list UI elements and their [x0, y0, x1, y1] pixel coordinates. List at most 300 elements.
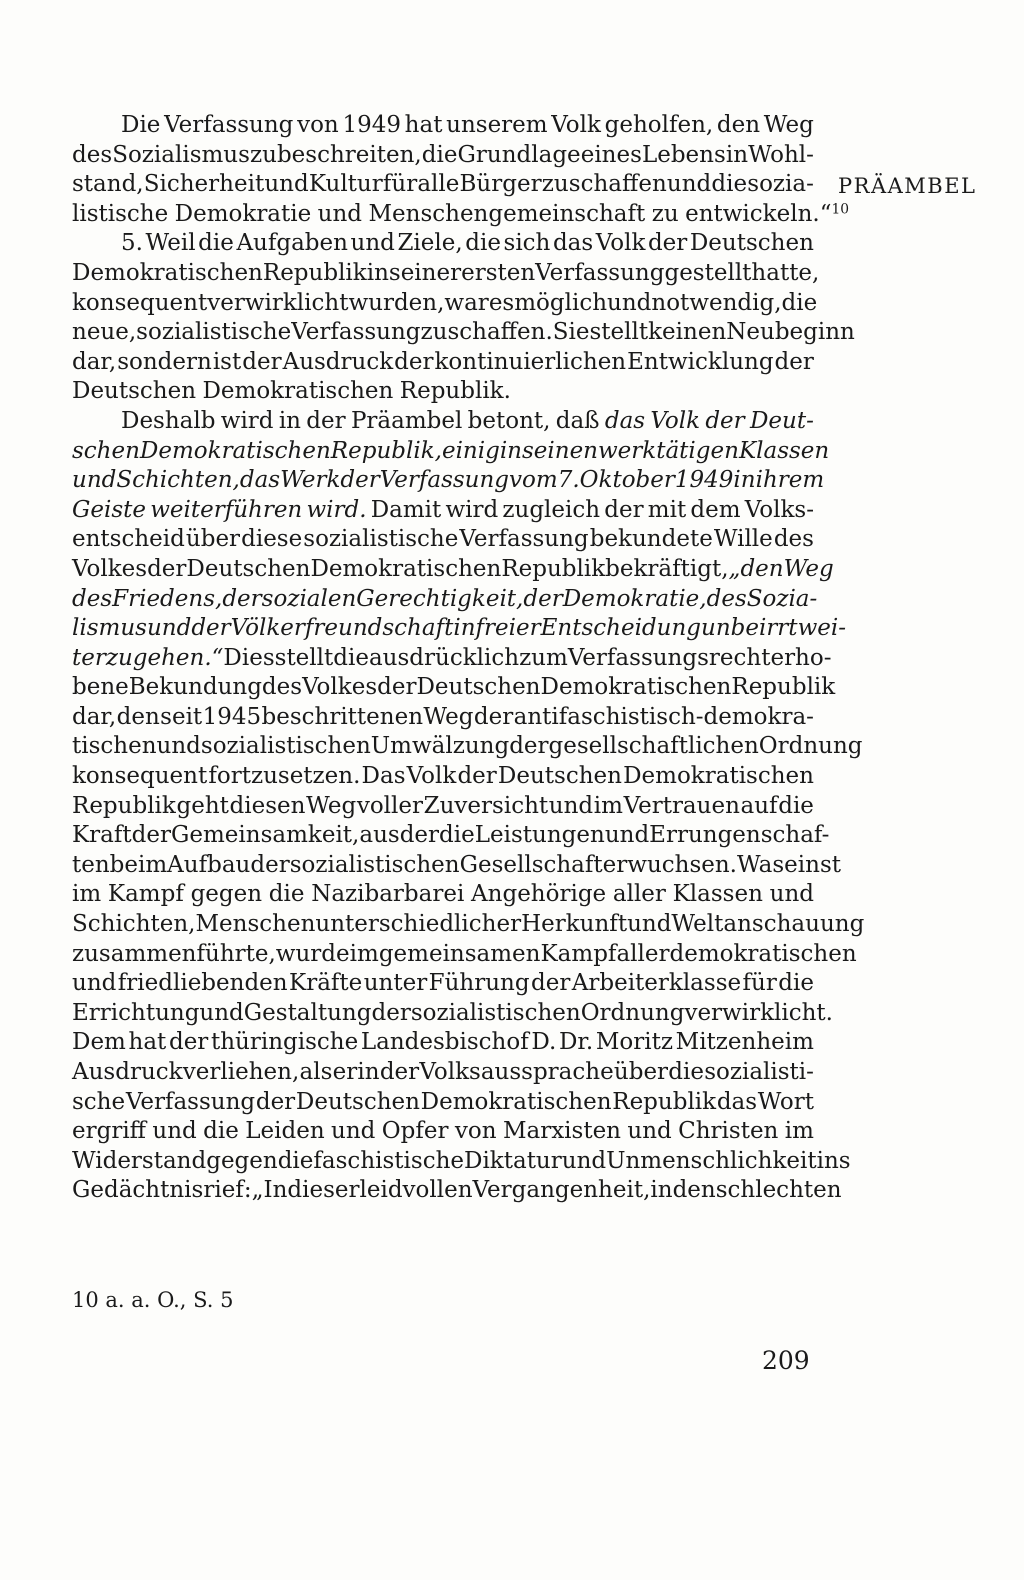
word: schen	[72, 437, 140, 464]
word: und	[769, 881, 814, 908]
word: Damit	[370, 496, 442, 523]
word: im	[72, 881, 102, 908]
word: Widerstand	[72, 1147, 207, 1174]
word: Völkerfreundschaft	[230, 615, 454, 642]
word: hat	[128, 1029, 167, 1056]
word: werktätigen	[598, 437, 739, 464]
word: über	[613, 1059, 669, 1085]
text-line	[72, 614, 846, 644]
word: Deutschen	[186, 555, 311, 582]
word: sozialistischen	[289, 851, 460, 878]
word: sche	[72, 1088, 126, 1115]
text-line	[72, 111, 814, 141]
word: Republik	[731, 674, 836, 701]
word: der	[705, 407, 745, 434]
text-line	[72, 999, 833, 1029]
word: Marxisten	[502, 1118, 621, 1145]
word: diese	[241, 526, 303, 553]
word: Das	[361, 763, 406, 790]
word: Landesbischof	[360, 1029, 529, 1056]
word: Wort	[757, 1088, 814, 1115]
text-line	[72, 1088, 814, 1118]
word: leidvollen	[359, 1177, 473, 1204]
word: Menschen	[195, 911, 316, 938]
word: Verfassung	[164, 112, 294, 138]
word: das	[604, 407, 646, 434]
word: und	[331, 1118, 376, 1145]
word: der	[306, 407, 346, 434]
word: und	[264, 171, 309, 198]
word: und	[548, 792, 594, 819]
word: rief:	[203, 1177, 252, 1204]
word: zugleich	[502, 496, 601, 523]
word: und	[627, 911, 672, 938]
word: freier	[475, 615, 541, 642]
word: sich	[503, 230, 551, 257]
word: Deutschen	[497, 763, 622, 790]
word: dieser	[287, 1177, 360, 1204]
word: die	[198, 230, 234, 257]
word: Diktatur	[464, 1147, 562, 1174]
word: Bekundung	[128, 674, 262, 701]
word: der	[394, 348, 434, 375]
word: Vergangenheit,	[472, 1177, 651, 1204]
word: Aufbau	[167, 851, 251, 878]
word: schaffen.	[447, 319, 553, 346]
word: Errungenschaf-	[649, 822, 830, 849]
word: demokratischen	[669, 940, 857, 967]
word: erwuchsen.	[602, 851, 737, 878]
word: sozialistischen	[410, 999, 581, 1026]
word: die	[781, 289, 818, 316]
word: betont,	[467, 407, 551, 434]
word: Aufgaben	[236, 230, 348, 257]
word: aller	[616, 940, 670, 967]
word: „In	[251, 1177, 288, 1204]
word: für	[382, 171, 418, 198]
word: und	[72, 467, 117, 494]
word: entwickeln.“$^{10}$	[685, 200, 850, 227]
word: der	[399, 822, 440, 849]
word: verwirklicht	[207, 289, 349, 316]
text-line	[72, 940, 857, 970]
word: der	[340, 467, 380, 494]
word: Deut-	[749, 407, 814, 434]
word: aller	[612, 881, 666, 908]
word: unterschiedlicher	[315, 911, 522, 938]
word: Was	[737, 851, 785, 878]
word: Lebens	[641, 141, 726, 168]
word: der	[647, 230, 688, 257]
word: die	[668, 1059, 704, 1085]
word: gegen	[190, 881, 263, 908]
word: wurden,	[348, 289, 445, 316]
word: die	[778, 792, 814, 819]
word: Sie	[552, 319, 590, 346]
word: und	[72, 970, 117, 997]
word: Entwicklung	[627, 348, 774, 375]
text-line	[72, 200, 850, 230]
word: zu	[420, 319, 448, 346]
word: Ausdruck	[282, 348, 394, 375]
word: Herkunft	[521, 911, 628, 938]
text-line	[72, 377, 814, 407]
word: Republik,	[330, 437, 442, 464]
word: Demokratischen	[202, 378, 394, 405]
word: wird	[445, 496, 499, 523]
word: bekundete	[589, 526, 713, 553]
word: unter	[363, 970, 428, 997]
word: konsequent	[72, 289, 208, 316]
word: tischen	[72, 733, 157, 760]
word: Die	[121, 112, 161, 138]
word: Kultur	[308, 171, 383, 198]
word: Verfassung	[125, 1088, 256, 1115]
word: Ziele,	[397, 230, 463, 257]
word: das	[552, 230, 594, 257]
word: Republik	[501, 555, 606, 582]
text-line	[72, 1176, 842, 1206]
word: Präambel	[350, 407, 463, 434]
word: die	[711, 171, 748, 198]
word: des	[773, 526, 814, 553]
word: der	[191, 615, 231, 642]
word: Demokratie	[174, 200, 312, 227]
word: die	[203, 1118, 239, 1145]
text-line	[72, 141, 814, 171]
word: es	[488, 289, 515, 316]
text-line	[72, 259, 820, 289]
text-line	[72, 851, 841, 881]
word: dar,	[72, 348, 117, 375]
word: Dr.	[558, 1029, 594, 1056]
word: der	[242, 348, 282, 375]
page-number: 209	[762, 1346, 810, 1375]
word: Demokratischen	[72, 259, 263, 286]
word: Leistungen	[474, 822, 605, 849]
word: in	[357, 1059, 380, 1085]
word: hatte,	[751, 259, 820, 286]
word: sozialistische	[303, 526, 459, 553]
word: über	[185, 526, 241, 553]
word: gesellschaftlichen	[548, 733, 759, 760]
word: 5.	[121, 230, 143, 257]
word: die	[268, 881, 305, 908]
word: und	[317, 200, 363, 227]
word: der	[131, 822, 171, 849]
word: Volks-	[744, 496, 814, 523]
word: Gesellschaft	[459, 851, 603, 878]
word: Werk	[280, 467, 341, 494]
word: Verfassung	[459, 526, 589, 553]
word: beschreiten,	[276, 141, 422, 168]
word: antifaschistisch-demokra-	[513, 703, 814, 730]
word: Verfassungsrecht	[567, 644, 771, 671]
word: Volk	[650, 407, 701, 434]
word: den	[672, 1177, 716, 1204]
word: wurde	[275, 940, 350, 967]
word: neue,	[72, 319, 137, 346]
text-line	[72, 348, 814, 378]
word: Volk	[406, 763, 457, 790]
word: der	[457, 763, 497, 790]
word: Kampf	[107, 881, 184, 908]
word: sondern	[117, 348, 212, 375]
word: voller	[356, 792, 423, 819]
word: Gemeinsamkeit,	[171, 822, 360, 849]
word: möglich	[514, 289, 608, 316]
word: Schichten,	[72, 911, 196, 938]
word: Neubeginn	[726, 319, 855, 346]
word: Bürger	[459, 171, 542, 198]
word: Kraft	[72, 822, 132, 849]
word: und	[627, 1118, 672, 1145]
word: weiterführen	[150, 496, 303, 523]
word: Ausdruck	[72, 1059, 183, 1085]
word: schaffen	[568, 171, 667, 198]
text-line	[72, 229, 814, 259]
word: in	[733, 467, 756, 494]
word: verliehen,	[182, 1059, 300, 1085]
word: Volkes	[302, 674, 378, 701]
text-line	[72, 703, 814, 733]
word: Arbeiterklasse	[571, 970, 742, 997]
word: eines	[580, 141, 642, 168]
word: gegen	[206, 1147, 278, 1174]
word: und	[350, 230, 395, 257]
word: erho-	[770, 644, 832, 671]
word: Weg	[763, 112, 814, 138]
word: Mitzenheim	[675, 1029, 814, 1056]
word: Grundlage	[457, 141, 581, 168]
text-line	[72, 585, 818, 615]
text-line	[72, 1058, 814, 1088]
word: Opfer	[381, 1118, 449, 1145]
word: das	[716, 1088, 758, 1115]
text-line	[72, 969, 814, 999]
word: sozialen	[261, 585, 357, 612]
word: unbeirrt	[701, 615, 798, 642]
word: der	[377, 674, 417, 701]
word: Demokratischen	[540, 674, 732, 701]
word: dem	[690, 496, 741, 523]
word: Klassen	[672, 881, 763, 908]
word: 7.	[557, 467, 580, 494]
word: Sicherheit	[143, 171, 265, 198]
word: den	[716, 112, 761, 138]
word: Unmenschlichkeit	[606, 1147, 817, 1174]
word: Demokratischen	[310, 555, 502, 582]
word: stand,	[72, 171, 144, 198]
word: Weg	[306, 792, 357, 819]
word: die	[465, 230, 501, 257]
word: Republik	[612, 1088, 717, 1115]
word: 1949	[342, 112, 401, 138]
word: Demokratischen	[623, 763, 814, 790]
word: thüringische	[210, 1029, 359, 1056]
word: für	[742, 970, 777, 997]
word: Menschengemeinschaft	[368, 200, 646, 227]
word: in	[278, 407, 301, 434]
word: dar,	[72, 703, 117, 730]
word: der	[774, 348, 814, 375]
word: Entscheidung	[540, 615, 701, 642]
word: Verfassung	[291, 319, 421, 346]
word: Weg	[783, 555, 834, 582]
word: Sozia-	[746, 585, 818, 612]
word: die	[778, 970, 814, 997]
word: einst	[784, 851, 841, 878]
word: in	[499, 437, 522, 464]
word: ins	[816, 1147, 851, 1174]
word: des	[261, 674, 303, 701]
word: Friedens,	[112, 585, 223, 612]
text-line	[72, 289, 818, 319]
text-line	[72, 1028, 814, 1058]
footnote: 10 a. a. O., S. 5	[72, 1288, 234, 1312]
word: Christen	[678, 1118, 779, 1145]
word: der	[168, 1029, 209, 1056]
word: in	[650, 1177, 673, 1204]
text-line	[72, 496, 814, 526]
word: und	[604, 822, 650, 849]
word: Sozialismus	[112, 141, 250, 168]
word: Dem	[72, 1029, 126, 1056]
word: im	[349, 940, 379, 967]
word: des	[72, 585, 113, 612]
word: hat	[404, 112, 443, 138]
word: des	[706, 585, 747, 612]
word: „den	[728, 555, 784, 582]
word: von	[454, 1118, 497, 1145]
word: ist	[212, 348, 242, 375]
word: wird.	[306, 496, 367, 523]
word: der	[147, 555, 187, 582]
word: Zuversicht	[423, 792, 549, 819]
word: die	[277, 1147, 314, 1174]
word: der	[473, 703, 514, 730]
word: des	[72, 141, 113, 168]
text-line	[72, 437, 830, 467]
word: sozialistische	[136, 319, 292, 346]
word: Demokratischen	[420, 1088, 612, 1115]
word: von	[297, 112, 339, 138]
word: unserem	[446, 112, 548, 138]
word: und	[607, 289, 652, 316]
word: Deutschen	[689, 230, 814, 257]
word: in	[453, 615, 476, 642]
word: Verfassung	[535, 259, 665, 286]
word: Oktober	[579, 467, 675, 494]
word: geholfen,	[604, 112, 714, 138]
word: stellt	[274, 644, 334, 671]
word: die	[439, 822, 475, 849]
word: als	[299, 1059, 333, 1085]
text-line	[72, 1117, 814, 1147]
word: Demokratie,	[562, 585, 707, 612]
word: bekräftigt,	[605, 555, 729, 582]
word: zusammenführte,	[72, 940, 276, 967]
word: Volk	[595, 230, 646, 257]
text-line	[72, 644, 832, 674]
word: war	[444, 289, 489, 316]
footnote-marker: 10	[831, 201, 850, 218]
word: zum	[519, 644, 568, 671]
text-line	[72, 555, 834, 585]
word: geht	[176, 792, 229, 819]
margin-heading: PRÄAMBEL	[838, 174, 977, 198]
word: sozialistischen	[200, 733, 371, 760]
word: gemeinsamen	[378, 940, 541, 967]
word: alle	[417, 171, 460, 198]
word: aus	[359, 822, 400, 849]
word: seiner	[388, 259, 462, 286]
word: terzugehen.“	[72, 644, 224, 671]
word: und	[146, 615, 192, 642]
text-line	[72, 762, 814, 792]
word: sozia-	[747, 171, 814, 198]
word: der	[250, 851, 290, 878]
word: Deutschen	[416, 674, 541, 701]
word: einig	[441, 437, 500, 464]
body-text	[72, 111, 865, 1206]
word: zu	[541, 171, 569, 198]
word: zu	[651, 200, 679, 227]
text-line	[72, 821, 830, 851]
word: lismus	[72, 615, 147, 642]
word: der	[509, 733, 549, 760]
word: und	[152, 1118, 197, 1145]
word: in	[725, 141, 749, 168]
text-line	[72, 1147, 851, 1177]
word: Geiste	[72, 496, 146, 523]
word: Schichten,	[116, 467, 240, 494]
word: keinen	[648, 319, 727, 346]
word: mit	[647, 496, 687, 523]
word: kontinuierlichen	[434, 348, 627, 375]
word: im	[784, 1118, 814, 1145]
word: Wille	[713, 526, 773, 553]
text-line	[72, 407, 814, 437]
word: sozialisti-	[704, 1059, 814, 1085]
word: er	[332, 1059, 358, 1085]
word: bene	[72, 674, 129, 701]
word: verwirklicht.	[684, 999, 833, 1026]
word: Deshalb	[121, 407, 216, 434]
word: faschistische	[313, 1147, 464, 1174]
word: der	[523, 585, 563, 612]
word: im	[593, 792, 623, 819]
word: Kräfte	[289, 970, 363, 997]
word: der	[604, 496, 644, 523]
text-line	[72, 170, 814, 200]
word: daß	[555, 407, 600, 434]
word: notwendig,	[651, 289, 782, 316]
word: D.	[531, 1029, 557, 1056]
text-line	[72, 880, 814, 910]
text-line	[72, 466, 825, 496]
word: Kampf	[540, 940, 617, 967]
word: Volksaussprache	[419, 1059, 614, 1085]
word: gestellt	[664, 259, 752, 286]
word: entscheid	[72, 526, 185, 553]
word: Verfassung	[379, 467, 510, 494]
word: der	[255, 1088, 296, 1115]
word: stellt	[589, 319, 649, 346]
word: vom	[509, 467, 558, 494]
word: die	[333, 644, 369, 671]
word: Deutschen	[295, 1088, 420, 1115]
